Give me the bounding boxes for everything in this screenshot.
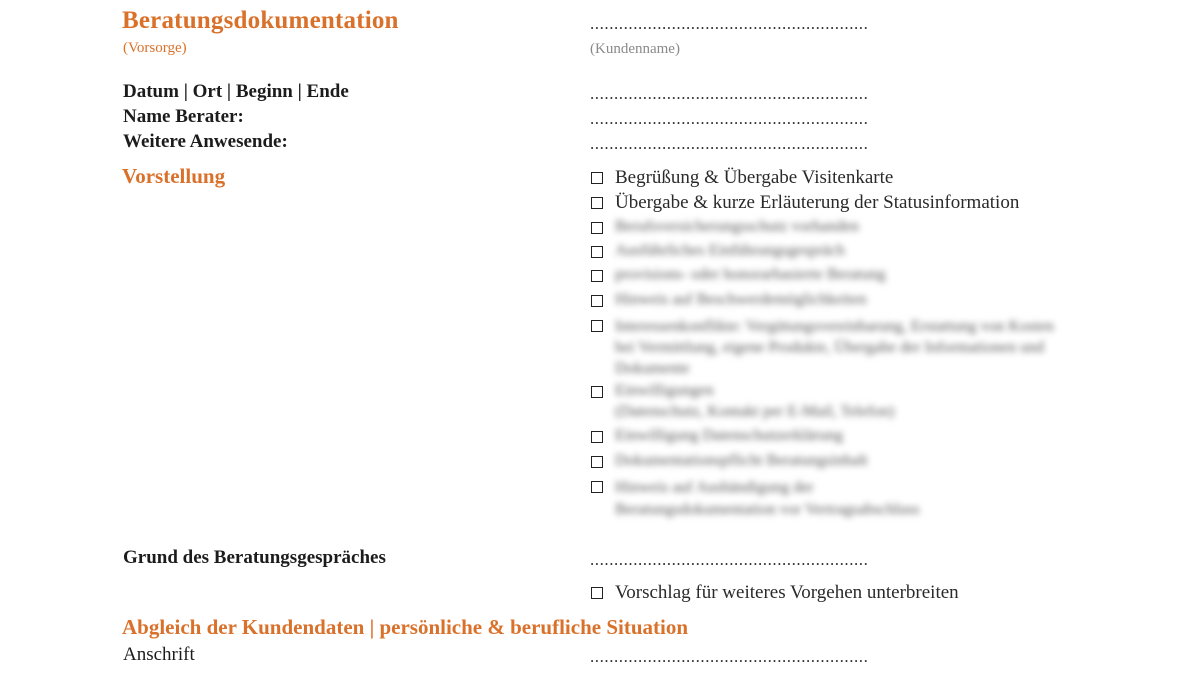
date-location-label: Datum | Ort | Beginn | Ende bbox=[123, 81, 349, 102]
advisor-name-label: Name Berater: bbox=[123, 106, 244, 127]
checkbox-item-7[interactable] bbox=[591, 320, 603, 332]
date-location-field[interactable]: .......................................................... bbox=[590, 84, 869, 103]
customer-name-caption: (Kundenname) bbox=[590, 41, 680, 57]
checkbox-item-8-sublabel: (Datenschutz, Kontakt per E-Mail, Telefon) bbox=[615, 403, 895, 420]
checkbox-item-7-label: Interessenkonflikte: Vergütungsvereinbarung, Erstattung von Kosten bei Vermittlung, eigene Produkte, Übergabe der Informationen und Dokumente bbox=[615, 318, 1054, 377]
checkbox-greeting[interactable] bbox=[591, 172, 603, 184]
checkbox-item-4[interactable] bbox=[591, 246, 603, 258]
checkbox-status-info-label: Übergabe & kurze Erläuterung der Statusinformation bbox=[615, 192, 1020, 213]
checkbox-item-6[interactable] bbox=[591, 295, 603, 307]
checkbox-item-3-label: Berufsversicherungsschutz vorhanden bbox=[615, 218, 859, 235]
checkbox-status-info[interactable] bbox=[591, 197, 603, 209]
advisor-name-field[interactable]: .......................................................... bbox=[590, 109, 869, 128]
checkbox-next-steps[interactable] bbox=[591, 587, 603, 599]
document-title: Beratungsdokumentation bbox=[122, 7, 399, 34]
others-present-label: Weitere Anwesende: bbox=[123, 131, 288, 152]
checkbox-item-5[interactable] bbox=[591, 270, 603, 282]
checkbox-item-10[interactable] bbox=[591, 456, 603, 468]
checkbox-item-11[interactable] bbox=[591, 481, 603, 493]
address-field[interactable]: .......................................................... bbox=[590, 647, 869, 666]
address-label: Anschrift bbox=[123, 644, 195, 665]
document-subtitle: (Vorsorge) bbox=[123, 40, 187, 56]
checkbox-item-9[interactable] bbox=[591, 431, 603, 443]
checkbox-item-9-label: Einwilligung Datenschutzerklärung bbox=[615, 427, 843, 444]
customer-data-heading: Abgleich der Kundendaten | persönliche & berufliche Situation bbox=[122, 615, 689, 639]
checkbox-item-6-label: Hinweis auf Beschwerdemöglichkeiten bbox=[615, 291, 867, 308]
others-present-field[interactable]: .......................................................... bbox=[590, 134, 869, 153]
customer-name-field[interactable]: .......................................................... bbox=[590, 14, 869, 33]
checkbox-item-8-label: Einwilligungen bbox=[615, 382, 714, 399]
reason-label: Grund des Beratungsgespräches bbox=[123, 547, 386, 568]
intro-heading: Vorstellung bbox=[122, 164, 226, 188]
checkbox-item-3[interactable] bbox=[591, 222, 603, 234]
checkbox-next-steps-label: Vorschlag für weiteres Vorgehen unterbreiten bbox=[615, 582, 959, 603]
reason-field[interactable]: .......................................................... bbox=[590, 550, 869, 569]
checkbox-item-10-label: Dokumentationspflicht Beratungsinhalt bbox=[615, 452, 868, 469]
checkbox-item-4-label: Ausführliches Einführungsgespräch bbox=[615, 242, 845, 259]
checkbox-item-5-label: provisions- oder honorarbasierte Beratung bbox=[615, 266, 886, 283]
checkbox-greeting-label: Begrüßung & Übergabe Visitenkarte bbox=[615, 167, 894, 188]
checkbox-item-8[interactable] bbox=[591, 386, 603, 398]
checkbox-item-11-label: Hinweis auf Aushändigung der Beratungsdokumentation vor Vertragsabschluss bbox=[615, 479, 920, 518]
